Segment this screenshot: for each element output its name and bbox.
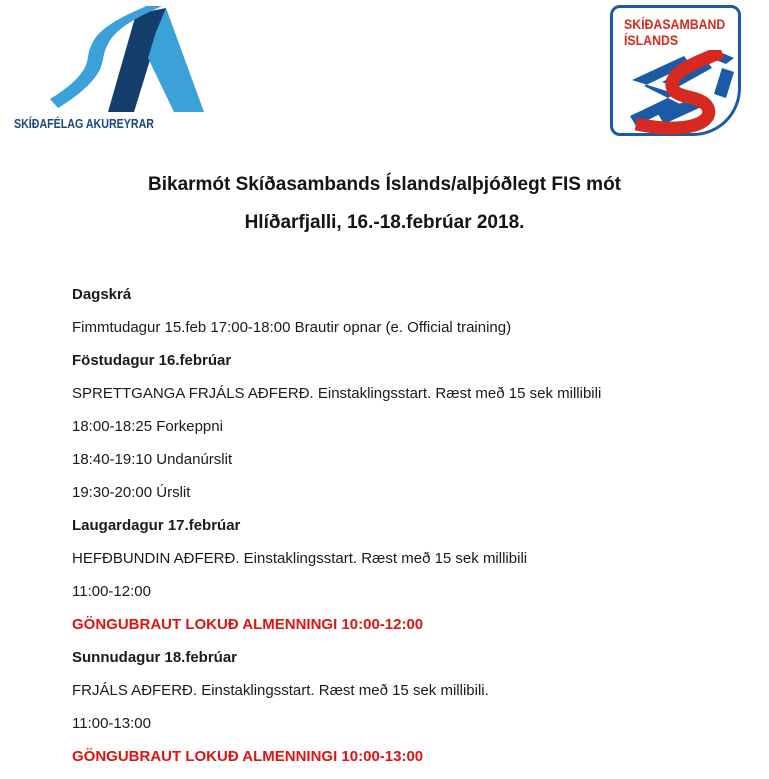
ssi-logo-icon <box>622 50 738 138</box>
badge-title-line2: ÍSLANDS <box>624 32 679 48</box>
schedule <box>0 278 769 773</box>
schedule-line: GÖNGUBRAUT LOKUÐ ALMENNINGI 10:00-13:00 <box>72 748 424 765</box>
schedule-line: 11:00-13:00 <box>72 715 151 732</box>
schedule-line: 19:30-20:00 Úrslit <box>72 484 191 501</box>
schedule-line: Sunnudagur 18.febrúar <box>72 649 238 666</box>
header <box>0 0 769 150</box>
schedule-line: HEFÐBUNDIN AÐFERÐ. Einstaklingsstart. Ræst með 15 sek millibili <box>72 550 528 567</box>
schedule-line: GÖNGUBRAUT LOKUÐ ALMENNINGI 10:00-12:00 <box>72 616 424 633</box>
document-subtitle: Hlíðarfjalli, 16.-18.febrúar 2018. <box>244 212 525 233</box>
document-title: Bikarmót Skíðasambands Íslands/alþjóðlegt FIS mót <box>148 174 621 195</box>
schedule-line: 18:40-19:10 Undanúrslit <box>72 451 233 468</box>
sa-logo-icon <box>32 6 217 114</box>
schedule-line: Fimmtudagur 15.feb 17:00-18:00 Brautir opnar (e. Official training) <box>72 319 512 336</box>
schedule-line: Dagskrá <box>72 286 132 303</box>
skidafelag-akureyrar-logo <box>14 6 234 136</box>
schedule-line: Föstudagur 16.febrúar <box>72 352 232 369</box>
schedule-line: FRJÁLS AÐFERÐ. Einstaklingsstart. Ræst með 15 sek millibili. <box>72 682 489 699</box>
skidasamband-islands-badge <box>610 5 741 136</box>
schedule-line: 11:00-12:00 <box>72 583 151 600</box>
schedule-line: SPRETTGANGA FRJÁLS AÐFERÐ. Einstaklingsstart. Ræst með 15 sek millibili <box>72 385 602 402</box>
schedule-line: Laugardagur 17.febrúar <box>72 517 241 534</box>
badge-title-line1: SKÍÐASAMBAND <box>624 16 726 32</box>
skidafelag-akureyrar-caption: SKÍÐAFÉLAG AKUREYRAR <box>14 116 154 131</box>
title-block <box>0 172 769 236</box>
schedule-line: 18:00-18:25 Forkeppni <box>72 418 223 435</box>
